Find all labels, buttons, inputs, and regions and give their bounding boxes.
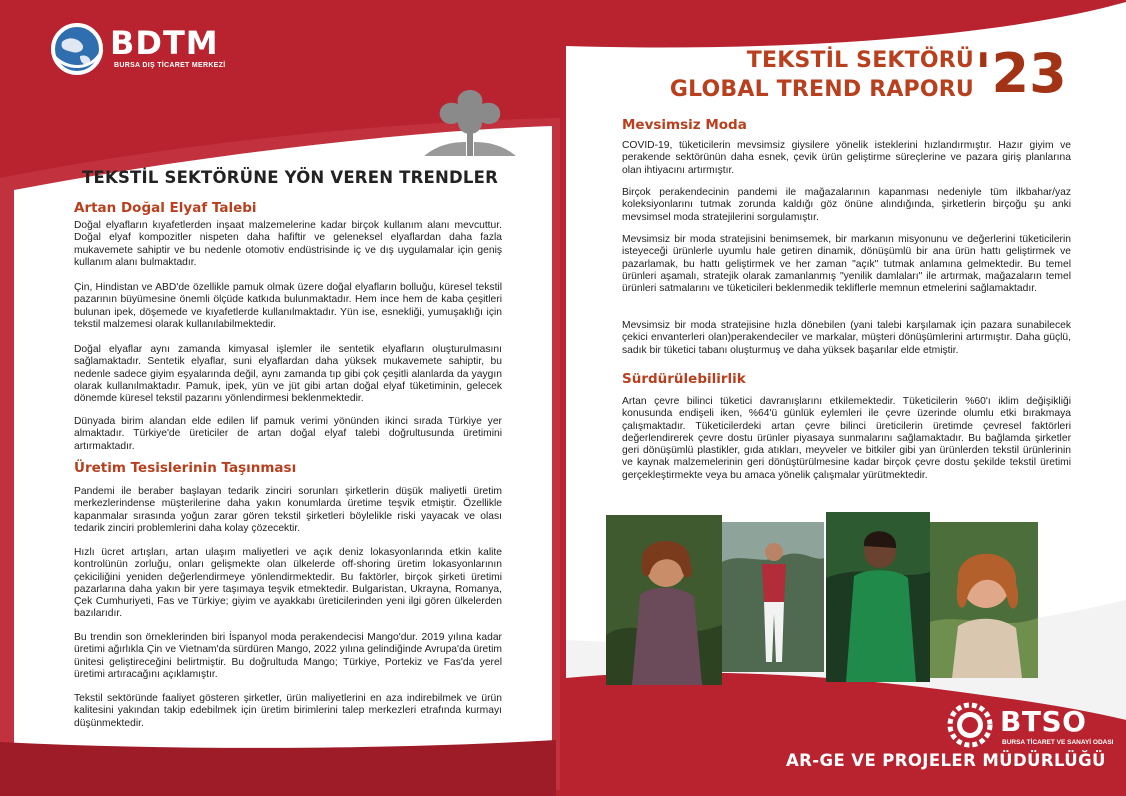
cotton-emblem-icon [422,84,518,160]
section-title-seasonless-fashion: Mevsimsiz Moda [622,117,747,133]
section-title-sustainability: Sürdürülebilirlik [622,371,746,387]
paragraph: Doğal elyaflar aynı zamanda kimyasal işlemler ile sentetik elyafların oluşturulmasını sağlamaktadır. Sentetik elyaflar, suni elyaflardan daha yüksek mukavemete sahiptir, bu nedenle sadece giyim eşyalarında değil, aynı zamanda tıp gibi çok çeşitli alanlarda da yaygın olarak kullanılmaktadır. Pamuk, ipek, yün ve jüt gibi artan doğal elyaf tüketiminin, gelecek dönemde küresel tekstil pazarını yönlendirmesi beklenmektedir. [74,344,502,405]
fashion-photo-1 [606,515,722,685]
paragraph: Tekstil sektöründe faaliyet gösteren şirketler, ürün maliyetlerini en aza indirebilmek ve ürün kalitesini yakından takip edebilmek için üretim birimlerini talep merkezleri etrafında kurmayı düşünmektedir. [74,693,502,729]
bdtm-logo-subtitle: BURSA DIŞ TİCARET MERKEZİ [114,62,226,69]
paragraph: COVID-19, tüketicilerin mevsimsiz giysilere yönelik isteklerini hızlandırmıştır. Hazır giyim ve perakende sektörünün daha esnek, çevik ürün geliştirme süreçlerine ve pazara giriş planlarına olan ihtiyacını artırmıştır. [622,140,1071,176]
fashion-photo-4 [930,522,1038,678]
paragraph: Artan çevre bilinci tüketici davranışlarını etkilemektedir. Tüketicilerin %60'ı iklim değişikliği konusunda endişeli iken, %64'ü günlük eylemleri ile çevre üzerinde olumlu etki bırakmaya çalışmaktadır. Tüketicilerdeki artan çevre bilinci üreticilerin üretimde çevresel faktörleri değerlendirerek çevre dostu ürünler piyasaya sunmalarını sağlamaktadır. Bu bağlamda şirketler geri dönüşümlü plastikler, gıda atıkları, meyveler ve bitkiler gibi yan ürünlerden tekstil ürünlerinin ve kaynak malzemelerinin geri dönüştürülmesine kadar birçok çevre dostu şekilde tekstil üretimi gerçekleştirmekte veya bu amaca yönelik çalışmalar yürütmektedir. [622,396,1071,481]
report-year: '23 [975,42,1067,105]
fashion-photo-3 [826,512,930,682]
report-title-line1: TEKSTİL SEKTÖRÜ [746,48,974,73]
paragraph: Bu trendin son örneklerinden biri İspanyol moda perakendecisi Mango'dur. 2019 yılına kadar üretimi ağırlıkla Çin ve Vietnam'da sürdüren Mango, 2022 yılına gelindiğinde Avrupa'da üretim ünitesi geliştireceğini belirtmiştir. Bu doğrultuda Mango; Türkiye, Portekiz ve Fas'da yerel üretimi artıracağını açıklamıştır. [74,632,502,680]
report-title [662,46,974,104]
main-heading: TEKSTİL SEKTÖRÜNE YÖN VEREN TRENDLER [82,168,498,187]
paragraph: Birçok perakendecinin pandemi ile mağazalarının kapanması nedeniyle tüm ilkbahar/yaz koleksiyonlarını tutmak zorunda kaldığı göz önüne alındığında, şirketlerin birçoğu şu anki mevsimsel moda stratejilerini sorgulamıştır. [622,187,1071,223]
department-name: AR-GE VE PROJELER MÜDÜRLÜĞÜ [786,751,1106,770]
paragraph: Doğal elyafların kıyafetlerden inşaat malzemelerine kadar birçok kullanım alanı mevcuttur. Doğal elyaf kompozitler nispeten daha hafiftir ve geleneksel elyaflardan daha fazla mukavemete sahiptir ve bu nedenle otomotiv endüstrisinde iç ve dış uygulamalar için geniş kullanım alanı bulmaktadır. [74,220,502,268]
btso-gear-icon [946,701,994,749]
btso-logo-subtitle: BURSA TİCARET VE SANAYİ ODASI [1002,739,1114,746]
btso-logo-name: BTSO [1000,705,1087,738]
report-title-line2: GLOBAL TREND RAPORU [669,77,974,102]
bdtm-logo-name: BDTM [110,24,219,62]
paragraph: Mevsimsiz bir moda stratejisine hızla dönebilen (yani talebi karşılamak için pazara sunabilecek çekici envanterleri olan)perakendeciler ve markalar, müşteri dönüşümlerini artırmıştır. Daha güçlü, sadık bir tüketici tabanı oluşturmuş ve daha yüksek başarılar elde etmiştir. [622,320,1071,356]
paragraph: Çin, Hindistan ve ABD'de özellikle pamuk olmak üzere doğal elyafların bolluğu, küresel tekstil pazarının büyümesine önemli ölçüde katkıda bulunmaktadır. Hem ince hem de kaba çeşitleri bulunan ipek, döşemede ve kıyafetlerde kullanılmaktadır. Yün ise, esnekliği, yumuşaklığı için tekstil malzemesi olarak kullanılabilmektedir. [74,282,502,330]
section-title-relocation: Üretim Tesislerinin Taşınması [74,460,297,476]
paragraph: Dünyada birim alandan elde edilen lif pamuk verimi yönünden ikinci sırada Türkiye yer almaktadır. Türkiye'de üreticiler de artan doğal elyaf talebi doğrultusunda üretimini artırmaktadır. [74,416,502,452]
paragraph: Pandemi ile beraber başlayan tedarik zinciri sorunları şirketlerin düşük maliyetli üretim merkezlerindense müşterilerine daha yakın konumlarda üretime teşvik etmiştir. Özellikle kapanmalar sırasında yoğun zarar gören tekstil şirketleri böylelikle riski yayacak ve olası tedarik zinciri problemlerini daha kolay çözecektir. [74,486,502,534]
globe-icon [48,20,106,78]
paragraph: Hızlı ücret artışları, artan ulaşım maliyetleri ve açık deniz lokasyonlarında etkin kalite kontrolünün zorluğu, onları gelişmekte olan ülkelerde off-shoring üretim lokasyonlarının çekiciliğini yeniden değerlendirmeye yönlendirmektedir. Bu faktörler, birçok şirketi üretimi pazarlarına daha yakın bir yere taşımaya teşvik etmektedir. Bulgaristan, Ukrayna, Romanya, Çek Cumhuriyeti, Fas ve Türkiye; giyim ve ayakkabı üreticilerinden yeni ilgi gören ülkelerden bazılarıdır. [74,547,502,620]
fashion-photo-2 [722,522,824,672]
bdtm-logo [48,20,228,84]
btso-logo [946,701,1114,749]
section-title-natural-fiber: Artan Doğal Elyaf Talebi [74,200,257,216]
paragraph: Mevsimsiz bir moda stratejisini benimsemek, bir markanın misyonunu ve değerlerini tüketicilerin isteyeceği ürünlerle uyumlu hale getiren dinamik, dönüşümlü bir ana ürün hattı geliştirmek ve pazarlamak, bu hattı geliştirmek ve her zaman "açık" tutmak anlamına gelmektedir. Bu temel ürünleri aşamalı, stratejik olarak zamanlanmış "yenilik damlaları" ile artırmak, mağazaların temel ürünleri satmalarını ve tüketicileri beklenmedik tekliflerle memnun etmelerini sağlamaktadır. [622,234,1071,295]
